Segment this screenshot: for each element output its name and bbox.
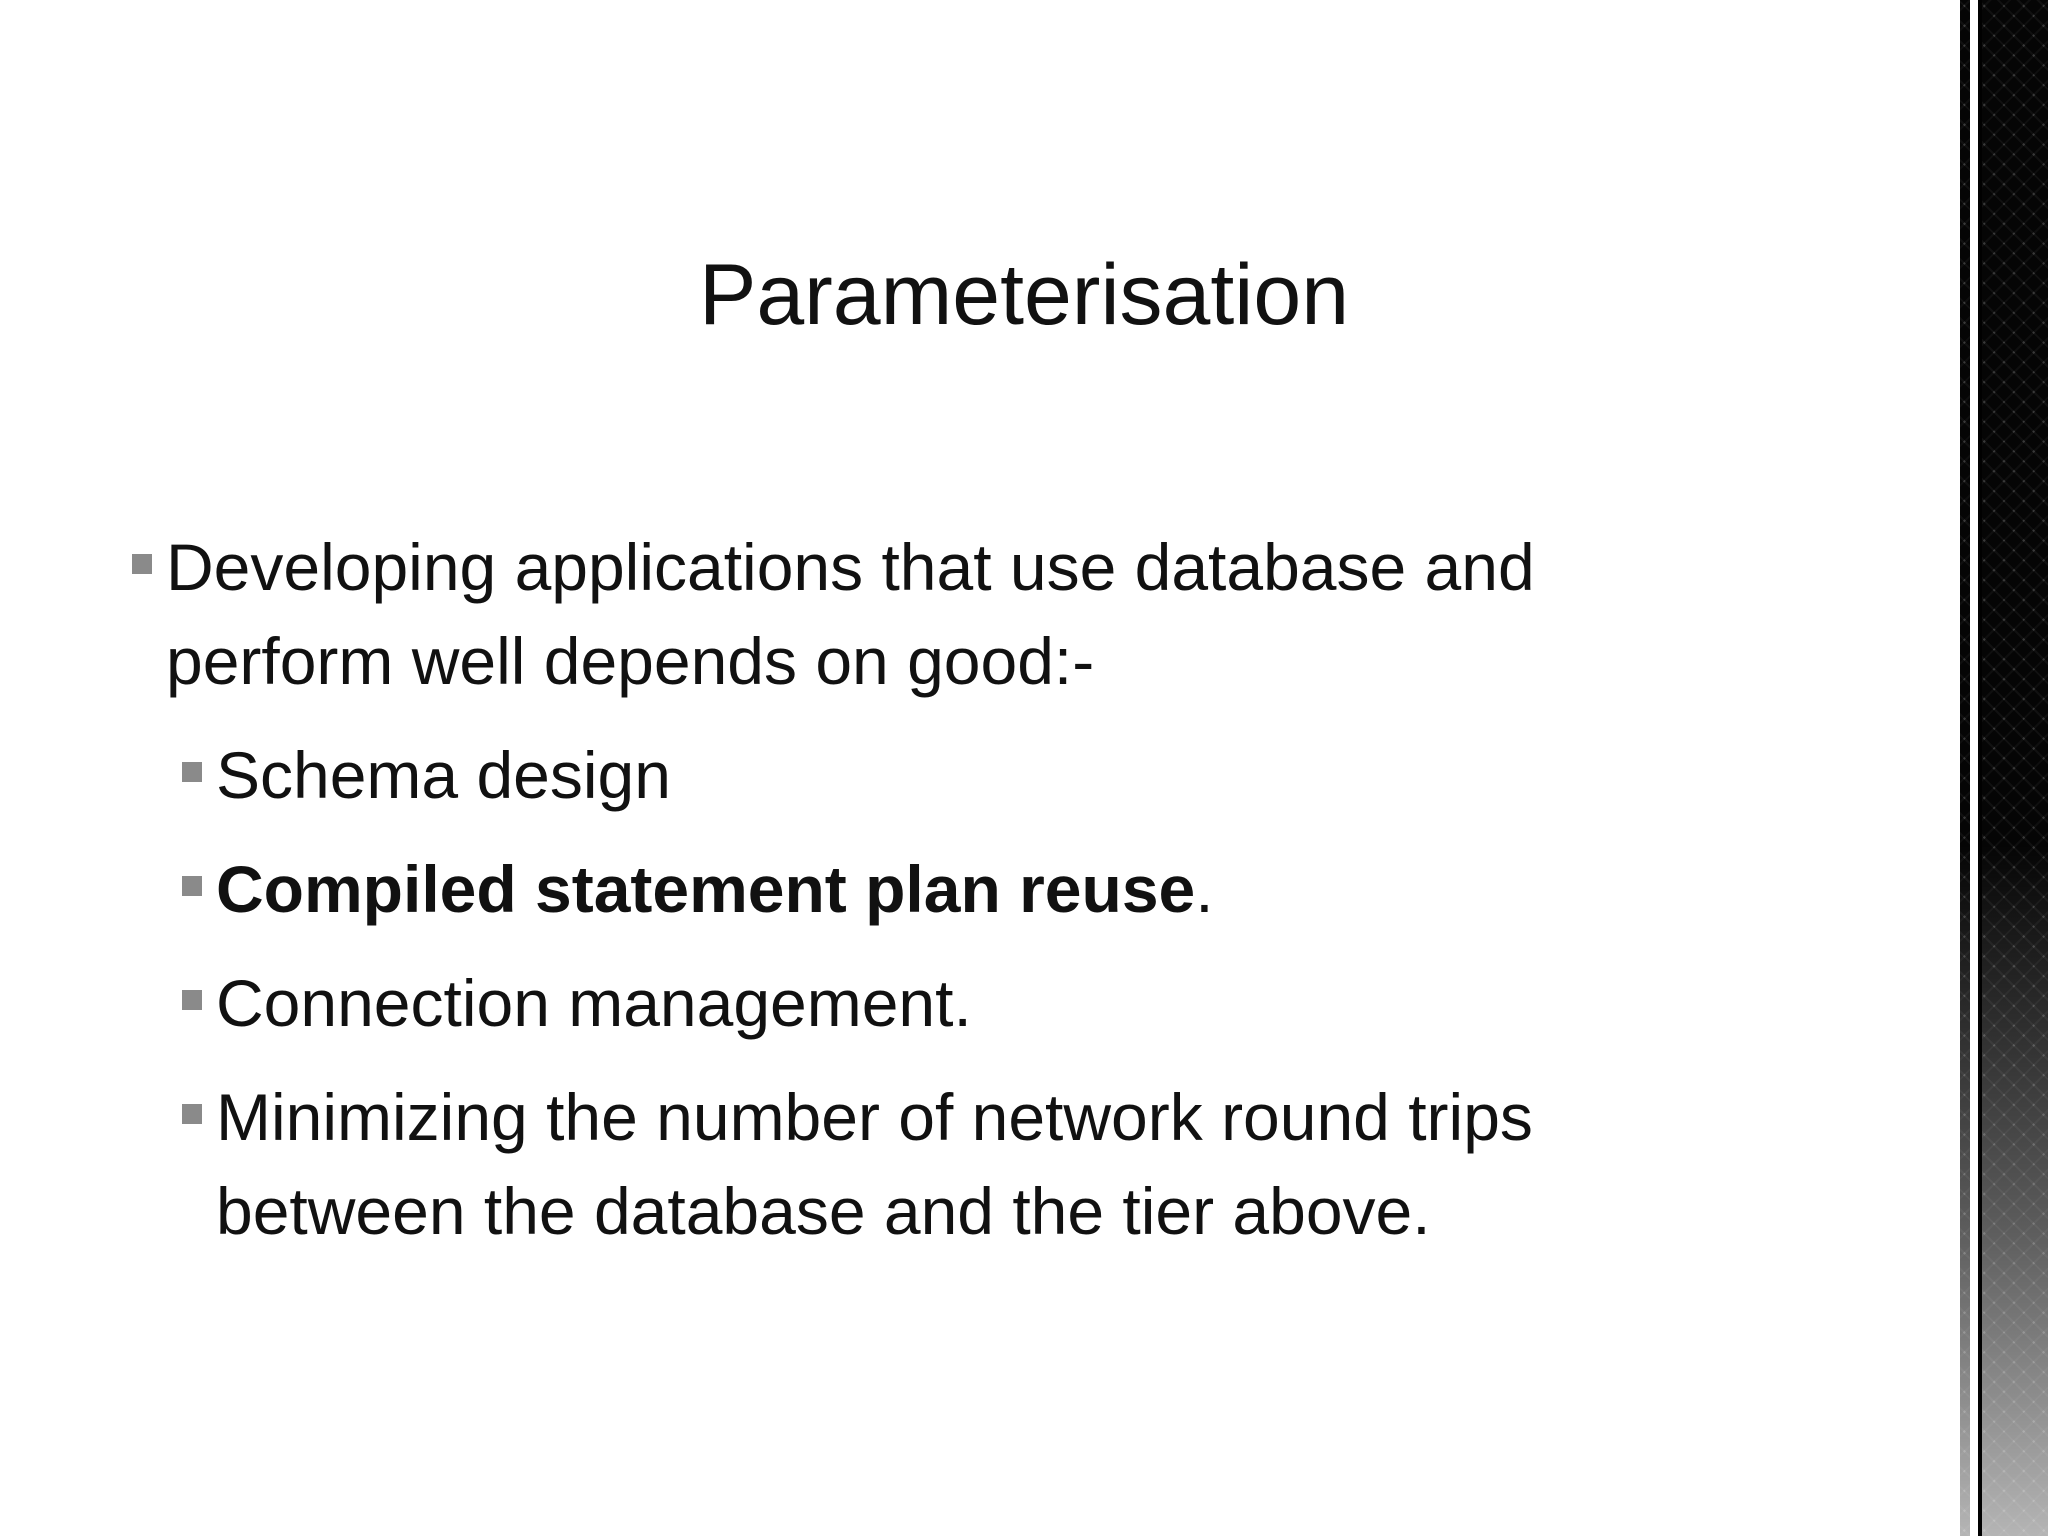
bullet-item-schema-design [128,728,1768,822]
square-bullet-icon [182,1104,202,1124]
bullet-item-connection-management [128,956,1768,1050]
slide-title: Parameterisation [698,247,1350,343]
bullet-text-bold: Compiled statement plan reuse [216,852,1196,926]
square-bullet-icon [182,990,202,1010]
bullet-text: Developing applications that use database and perform well depends on good:- [166,530,1535,698]
square-bullet-icon [182,762,202,782]
bullet-item-developing-applications [128,520,1768,708]
bullet-text: Connection management. [216,966,972,1040]
square-bullet-icon [132,554,152,574]
bullet-text: Schema design [216,738,671,812]
bullet-text-suffix: . [1195,852,1214,926]
square-bullet-icon [182,876,202,896]
bullet-item-minimizing-round-trips [128,1070,1768,1258]
bullet-item-compiled-statement-plan-reuse [128,842,1768,936]
bullet-text: Minimizing the number of network round trips between the database and the tier above. [216,1080,1533,1248]
side-band-line [1978,0,1982,1536]
side-band-gap [1970,0,1978,1536]
bullet-list [128,520,1768,1278]
